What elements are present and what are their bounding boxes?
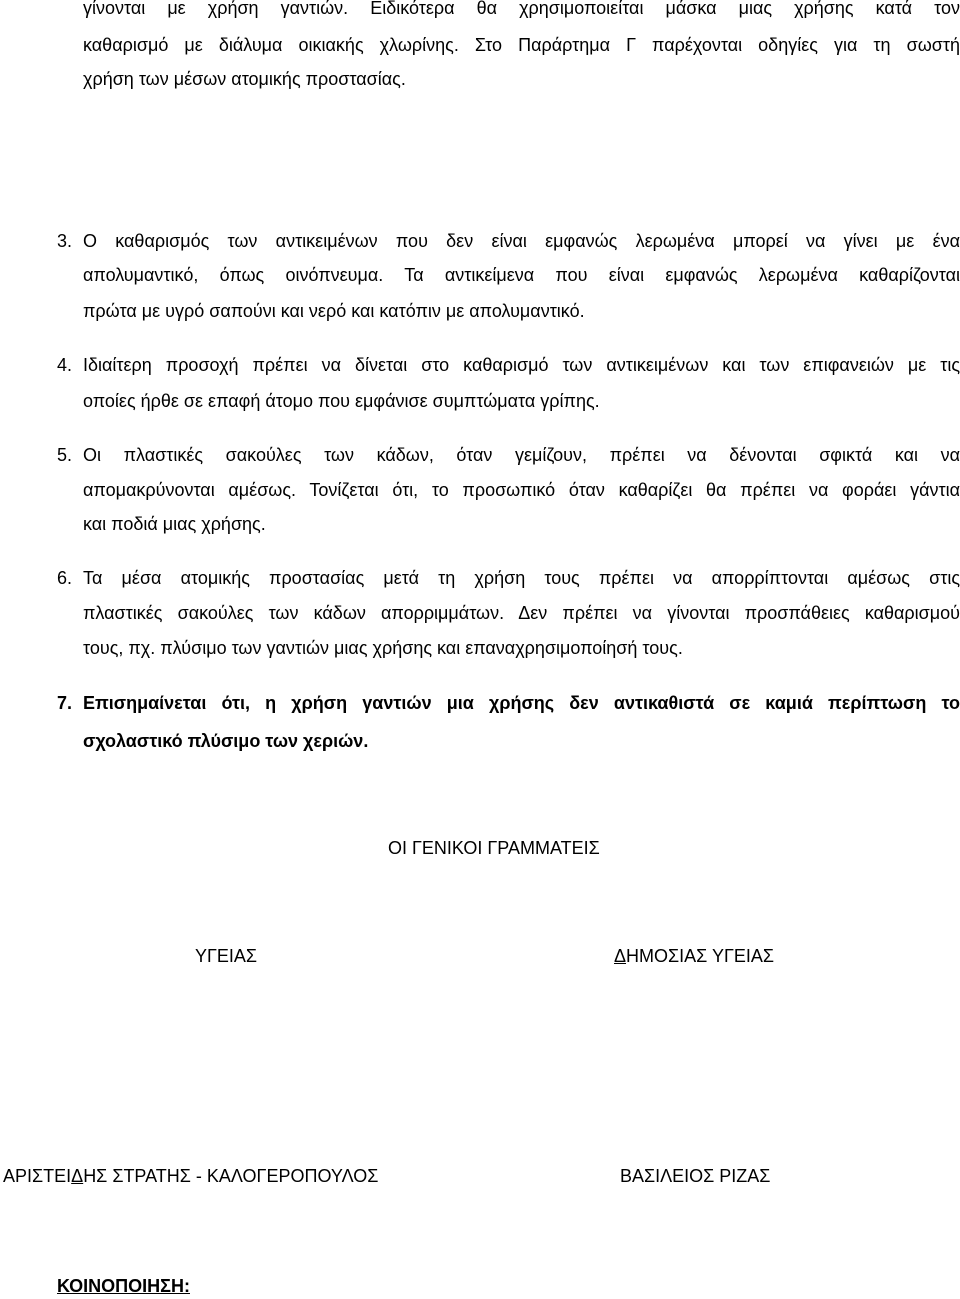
distribution-label: ΚΟΙΝΟΠΟΙΗΣΗ: (57, 1276, 190, 1296)
signature-name-right: ΒΑΣΙΛΕΙΟΣ ΡΙΖΑΣ (620, 1166, 771, 1186)
list-item-line: και ποδιά μιας χρήσης. (83, 514, 266, 534)
list-item-line: σχολαστικό πλύσιμο των χεριών. (83, 731, 369, 751)
list-item-line: τους, πχ. πλύσιμο των γαντιών μιας χρήσης και επαναχρησιμοποίησή τους. (83, 638, 683, 658)
intro-line-3: χρήση των μέσων ατομικής προστασίας. (83, 69, 406, 89)
signature-title-left: ΥΓΕΙΑΣ (195, 946, 258, 966)
list-item-line: Τα μέσα ατομικής προστασίας μετά τη χρήση τους πρέπει να απορρίπτονται αμέσως στις (83, 568, 960, 588)
list-item-line: πρώτα με υγρό σαπούνι και νερό και κατόπιν με απολυμαντικό. (83, 301, 585, 321)
item-number: 4. (57, 355, 73, 375)
underlined-letter: Δ (614, 946, 627, 966)
list-item-line: πλαστικές σακούλες των κάδων απορριμμάτων. Δεν πρέπει να γίνονται προσπάθειες καθαρισμού (83, 603, 960, 623)
signatures-heading: ΟΙ ΓΕΝΙΚΟΙ ΓΡΑΜΜΑΤΕΙΣ (388, 838, 600, 858)
intro-line-2: καθαρισμό με διάλυμα οικιακής χλωρίνης. Στο Παράρτημα Γ παρέχονται οδηγίες για τη σωστή (83, 35, 960, 55)
item-number: 3. (57, 231, 73, 251)
signature-title-right (614, 945, 774, 967)
signature-name-left-a: ΑΡΙΣΤΕΙ (3, 1166, 72, 1186)
list-item-line: Οι πλαστικές σακούλες των κάδων, όταν γεμίζουν, πρέπει να δένονται σφικτά και να (83, 445, 960, 465)
list-item-line: Ο καθαρισμός των αντικειμένων που δεν είναι εμφανώς λερωμένα μπορεί να γίνει με ένα (83, 231, 960, 251)
intro-line-1: γίνονται με χρήση γαντιών. Ειδικότερα θα χρησιμοποιείται μάσκα μιας χρήσης κατά τον (83, 0, 960, 18)
item-number: 7. (57, 693, 73, 713)
item-number: 6. (57, 568, 73, 588)
item-number: 5. (57, 445, 73, 465)
list-item-line: Επισημαίνεται ότι, η χρήση γαντιών μια χρήσης δεν αντικαθιστά σε καμιά περίπτωση το (83, 693, 960, 713)
list-item-line: Ιδιαίτερη προσοχή πρέπει να δίνεται στο καθαρισμό των αντικειμένων και των επιφανειών με τις (83, 355, 960, 375)
signature-title-right-rest: ΗΜΟΣΙΑΣ ΥΓΕΙΑΣ (626, 946, 775, 966)
signature-name-left (3, 1165, 378, 1187)
list-item-line: απολυμαντικό, όπως οινόπνευμα. Τα αντικείμενα που είναι εμφανώς λερωμένα καθαρίζονται (83, 265, 960, 285)
underlined-letter: Δ (71, 1166, 84, 1186)
signature-name-left-b: ΗΣ ΣΤΡΑΤΗΣ - ΚΑΛΟΓΕΡΟΠΟΥΛΟΣ (83, 1166, 379, 1186)
list-item-line: απομακρύνονται αμέσως. Τονίζεται ότι, το προσωπικό όταν καθαρίζει θα πρέπει να φοράει γάντια (83, 480, 960, 500)
list-item-line: οποίες ήρθε σε επαφή άτομο που εμφάνισε συμπτώματα γρίπης. (83, 391, 600, 411)
